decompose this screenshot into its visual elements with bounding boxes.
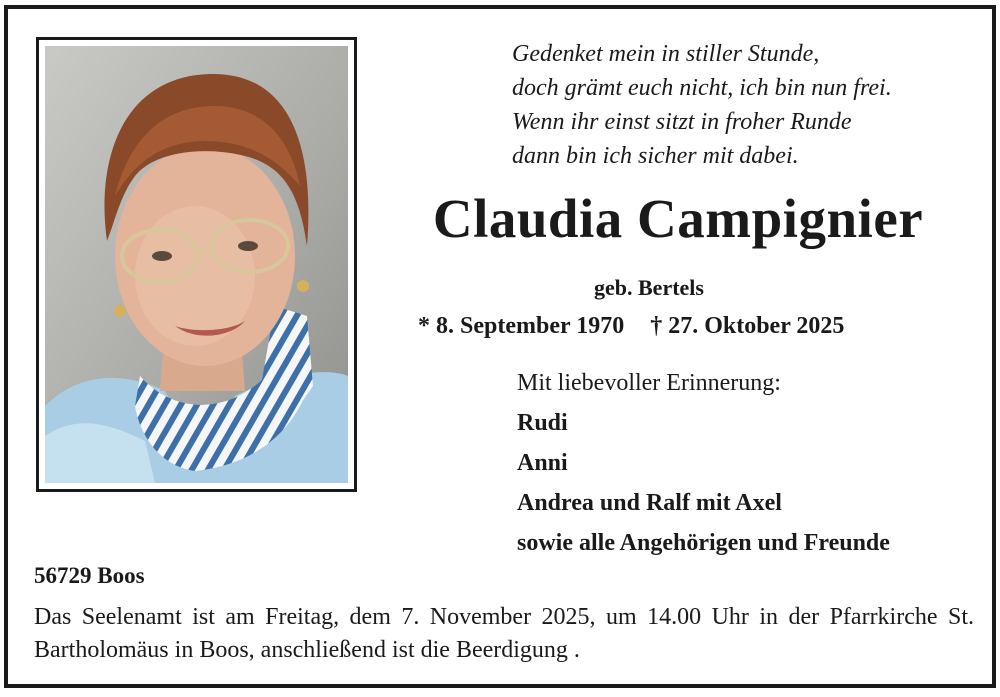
mourner-name: Anni [517, 450, 568, 476]
deceased-name: Claudia Campignier [432, 188, 924, 249]
service-notice: Das Seelenamt ist am Freitag, dem 7. November 2025, um 14.00 Uhr in der Pfarrkirche St. Bartholomäus in Boos, anschließend ist die Beerdigung . [34, 604, 974, 663]
portrait-photo [45, 46, 348, 483]
poem-line: doch grämt euch nicht, ich bin nun frei. [512, 75, 892, 101]
portrait-frame [36, 37, 357, 492]
mourners-list [517, 363, 890, 563]
mourner-name: sowie alle Angehörigen und Freunde [517, 530, 890, 556]
mourners-intro: Mit liebevoller Erinnerung: [517, 370, 781, 396]
location: 56729 Boos [34, 563, 145, 588]
death-date: † 27. Oktober 2025 [650, 313, 845, 339]
maiden-name: geb. Bertels [594, 275, 704, 300]
obituary-card [4, 5, 996, 688]
poem-line: dann bin ich sicher mit dabei. [512, 143, 799, 169]
mourner-name: Andrea und Ralf mit Axel [517, 490, 782, 516]
life-dates [418, 313, 844, 340]
mourner-name: Rudi [517, 410, 568, 436]
poem-line: Gedenket mein in stiller Stunde, [512, 41, 820, 67]
birth-date: * 8. September 1970 [418, 313, 625, 339]
memorial-poem [512, 37, 892, 173]
poem-line: Wenn ihr einst sitzt in froher Runde [512, 109, 852, 135]
